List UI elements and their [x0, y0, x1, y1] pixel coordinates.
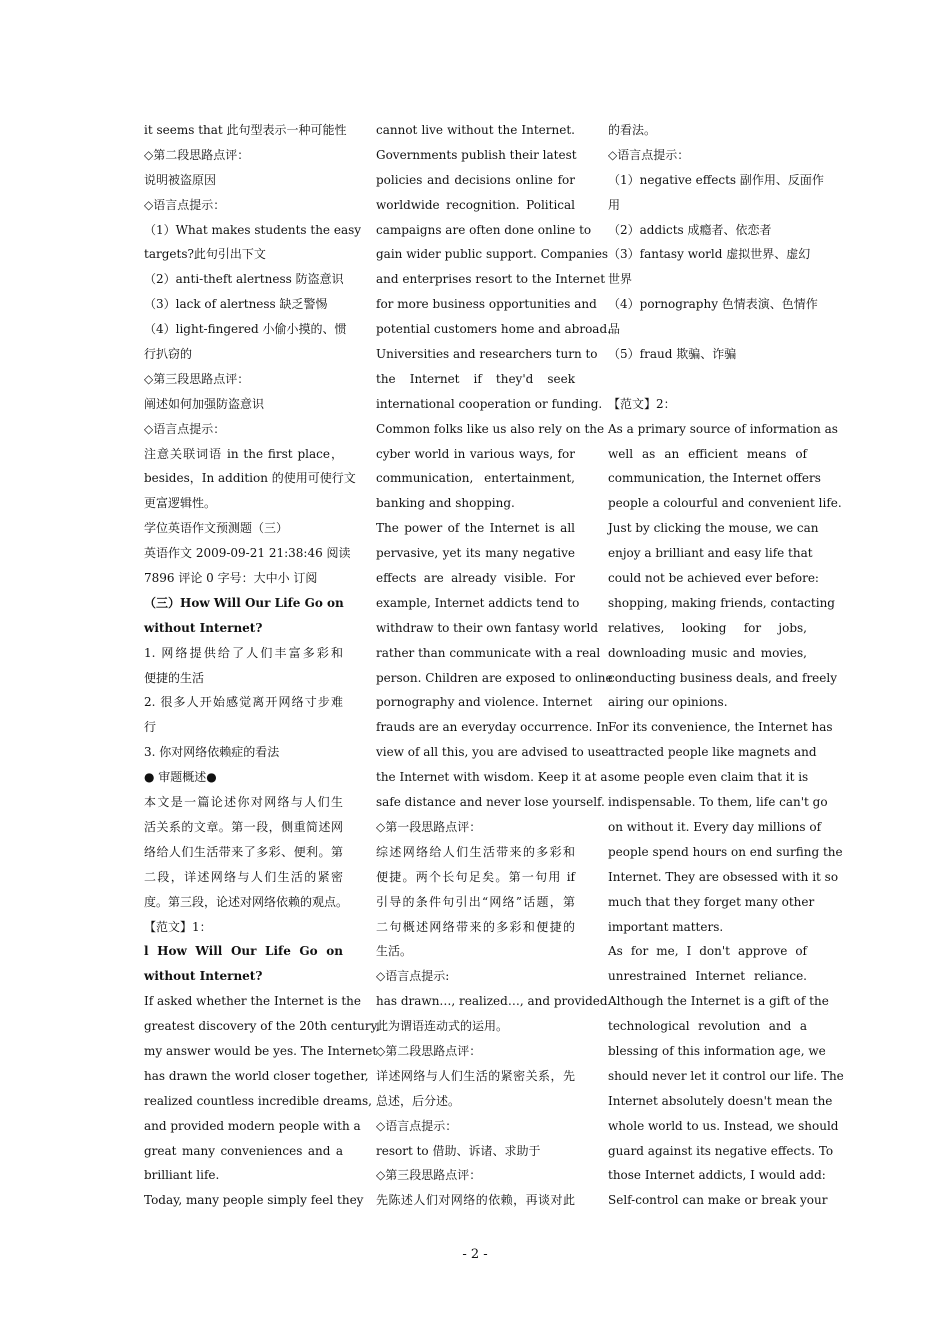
text-line: ● 审题概述● — [144, 770, 217, 785]
text-line: 详述网络与人们生活的紧密关系，先 — [376, 1068, 575, 1083]
text-line: could not be achieved ever before: — [608, 571, 819, 586]
text-line: For its convenience, the Internet has — [608, 720, 833, 735]
text-line: well as an efficient means of — [608, 446, 807, 461]
text-line: （三）How Will Our Life Go on — [144, 595, 344, 610]
text-line: pornography and violence. Internet — [376, 695, 593, 710]
text-line: 便捷的生活 — [144, 670, 205, 685]
page-number: - 2 - — [462, 1247, 488, 1262]
text-line: for more business opportunities and — [376, 297, 597, 312]
text-line: 说明被盗原因 — [144, 172, 217, 187]
text-line: 注意关联词语 in the first place， — [144, 446, 343, 461]
text-line: it seems that 此句型表示一种可能性 — [144, 123, 347, 137]
text-line: 阐述如何加强防盗意识 — [144, 396, 265, 411]
text-line: Governments publish their latest — [376, 147, 577, 162]
text-line: realized countless incredible dreams, — [144, 1093, 372, 1108]
text-line: some people even claim that it is — [608, 770, 809, 785]
text-line: view of all this, you are advised to use — [376, 745, 609, 760]
text-line: international cooperation or funding. — [376, 396, 603, 411]
text-line: Self-control can make or break your — [608, 1193, 828, 1208]
text-line: If asked whether the Internet is the — [144, 994, 362, 1009]
text-line: blessing of this information age, we — [608, 1043, 826, 1058]
text-line: 此为谓语连动式的运用。 — [376, 1019, 509, 1034]
text-line: 【范文】1： — [144, 919, 212, 934]
text-line: ◇语言点提示： — [144, 421, 226, 436]
text-line: 便捷。两个长句足矣。第一句用 if — [376, 869, 575, 884]
text-line: ◇语言点提示: — [376, 969, 450, 984]
text-line: campaigns are often done online to — [376, 222, 592, 237]
text-line: great many conveniences and a — [144, 1143, 343, 1158]
text-line: the Internet with wisdom. Keep it at a — [376, 770, 608, 785]
text-line: safe distance and never lose yourself. — [376, 795, 605, 810]
text-line: greatest discovery of the 20th century, — [144, 1019, 380, 1034]
text-line: my answer would be yes. The Internet — [144, 1043, 378, 1058]
text-line: pervasive, yet its many negative — [376, 546, 575, 561]
text-line: 用 — [608, 197, 621, 212]
text-line: 【范文】2： — [608, 396, 676, 411]
text-line: 生活。 — [376, 944, 413, 959]
text-line: policies and decisions online for — [376, 172, 575, 187]
text-line: effects are already visible. For — [376, 571, 575, 586]
text-line: 2. 很多人开始感觉离开网络寸步难 — [144, 695, 343, 710]
text-line: ◇第三段思路点评： — [144, 371, 250, 386]
text-line: gain wider public support. Companies — [376, 247, 609, 262]
text-line: ◇语言点提示： — [608, 147, 690, 162]
text-column-2 — [376, 118, 613, 1213]
text-line: 品 — [608, 322, 621, 337]
text-line: （3）fantasy world 虚拟世界、虚幻 — [608, 247, 811, 262]
text-line: people spend hours on end surfing the — [608, 844, 843, 859]
text-line: 世界 — [608, 272, 633, 287]
text-line: l How Will Our Life Go on — [144, 944, 343, 959]
text-line: The power of the Internet is all — [376, 521, 575, 536]
text-line: 先陈述人们对网络的依赖，再谈对此 — [376, 1193, 575, 1208]
text-line: As a primary source of information as — [608, 421, 838, 436]
text-line: （2）addicts 成瘾者、依恋者 — [608, 222, 772, 237]
text-line: ◇第一段思路点评： — [376, 819, 482, 834]
text-line: 3. 你对网络依赖症的看法 — [144, 745, 280, 760]
text-line: Today, many people simply feel they — [144, 1193, 364, 1208]
text-line: Universities and researchers turn to — [376, 347, 598, 362]
text-line: frauds are an everyday occurrence. In — [376, 720, 609, 735]
text-line — [608, 367, 807, 392]
text-column-1 — [144, 118, 380, 1213]
text-line: 络给人们生活带来了多彩、便利。第 — [144, 844, 343, 859]
text-line: Common folks like us also rely on the — [376, 421, 605, 436]
text-line: Internet absolutely doesn't mean the — [608, 1093, 833, 1108]
text-line: ◇第二段思路点评： — [376, 1043, 482, 1058]
text-line: example, Internet addicts tend to — [376, 595, 580, 610]
text-line: enjoy a brilliant and easy life that — [608, 546, 813, 561]
text-line: 英语作文 2009-09-21 21:38:46 阅读 — [144, 546, 351, 561]
text-line: 度。第三段，论述对网络依赖的观点。 — [144, 894, 349, 909]
text-line: indispensable. To them, life can't go — [608, 795, 828, 810]
text-line: airing our opinions. — [608, 695, 728, 710]
text-line: 综述网络给人们生活带来的多彩和 — [376, 844, 575, 859]
text-line: has drawn…, realized…, and provided — [376, 994, 608, 1009]
text-line: 行 — [144, 720, 157, 735]
text-line: resort to 借助、诉诸、求助于 — [376, 1143, 541, 1158]
text-line: the Internet if they'd seek — [376, 371, 575, 386]
text-line: ◇第二段思路点评： — [144, 147, 250, 162]
text-line: people a colourful and convenient life. — [608, 496, 842, 511]
text-line: downloading music and movies, — [608, 645, 807, 660]
text-line: 二句概述网络带来的多彩和便捷的 — [376, 919, 575, 934]
text-line: Internet. They are obsessed with it so — [608, 869, 839, 884]
text-line: （3）lack of alertness 缺乏警惕 — [144, 297, 328, 312]
text-line: Although the Internet is a gift of the — [608, 994, 829, 1009]
text-line: rather than communicate with a real — [376, 645, 601, 660]
text-line: （4）light-fingered 小偷小摸的、惯 — [144, 322, 347, 337]
text-line: 本文是一篇论述你对网络与人们生 — [144, 795, 343, 810]
text-line: without Internet? — [144, 969, 263, 984]
text-line: relatives, looking for jobs, — [608, 620, 807, 635]
text-line: besides，In addition 的使用可使行文 — [144, 471, 356, 486]
text-line: withdraw to their own fantasy world — [376, 620, 599, 635]
text-line: technological revolution and a — [608, 1019, 807, 1034]
text-line: ◇第三段思路点评： — [376, 1168, 482, 1183]
text-line: worldwide recognition. Political — [376, 197, 575, 212]
text-line: ◇语言点提示： — [144, 197, 226, 212]
text-line: 活关系的文章。第一段，侧重简述网 — [144, 819, 343, 834]
text-line: unrestrained Internet reliance. — [608, 969, 807, 984]
text-line: brilliant life. — [144, 1168, 220, 1183]
text-line: those Internet addicts, I would add: — [608, 1168, 826, 1183]
text-line: potential customers home and abroad. — [376, 322, 611, 337]
text-line: （5）fraud 欺骗、诈骗 — [608, 347, 737, 362]
text-line: important matters. — [608, 919, 724, 934]
text-line: banking and shopping. — [376, 496, 515, 511]
text-line: 引导的条件句引出“网络”话题，第 — [376, 894, 575, 909]
text-line: 总述，后分述。 — [376, 1093, 461, 1108]
text-line: much that they forget many other — [608, 894, 815, 909]
text-line: （1）What makes students the easy — [144, 222, 362, 237]
text-line: should never let it control our life. The — [608, 1068, 844, 1083]
text-line: ◇语言点提示： — [376, 1118, 458, 1133]
text-line: 二段，详述网络与人们生活的紧密 — [144, 869, 343, 884]
text-line: communication, the Internet offers — [608, 471, 821, 486]
text-line: without Internet? — [144, 620, 263, 635]
text-line: whole world to us. Instead, we should — [608, 1118, 839, 1133]
text-line: （1）negative effects 副作用、反面作 — [608, 172, 824, 187]
text-line: （2）anti-theft alertness 防盗意识 — [144, 272, 344, 287]
text-line: 的看法。 — [608, 123, 657, 137]
text-line: targets?此句引出下文 — [144, 247, 266, 262]
text-line: has drawn the world closer together, — [144, 1068, 369, 1083]
text-line: communication, entertainment, — [376, 471, 575, 486]
text-line: 7896 评论 0 字号：大中小 订阅 — [144, 571, 318, 586]
text-line: conducting business deals, and freely — [608, 670, 837, 685]
text-line: As for me, I don't approve of — [608, 944, 807, 959]
text-line: cyber world in various ways, for — [376, 446, 575, 461]
text-line: 1. 网络提供给了人们丰富多彩和 — [144, 645, 343, 660]
text-line: and provided modern people with a — [144, 1118, 361, 1133]
text-line: person. Children are exposed to online — [376, 670, 613, 685]
text-line: guard against its negative effects. To — [608, 1143, 834, 1158]
text-line: 学位英语作文预测题（三） — [144, 521, 289, 536]
text-line: （4）pornography 色情表演、色情作 — [608, 297, 818, 312]
text-line: Just by clicking the mouse, we can — [608, 521, 819, 536]
text-column-3 — [608, 118, 844, 1213]
text-line: shopping, making friends, contacting — [608, 595, 835, 610]
text-line: 行扒窃的 — [144, 347, 193, 362]
text-line: cannot live without the Internet. — [376, 123, 575, 137]
text-line: attracted people like magnets and — [608, 745, 817, 760]
text-line: on without it. Every day millions of — [608, 819, 822, 834]
text-line: 更富逻辑性。 — [144, 496, 217, 511]
text-line: and enterprises resort to the Internet — [376, 272, 606, 287]
